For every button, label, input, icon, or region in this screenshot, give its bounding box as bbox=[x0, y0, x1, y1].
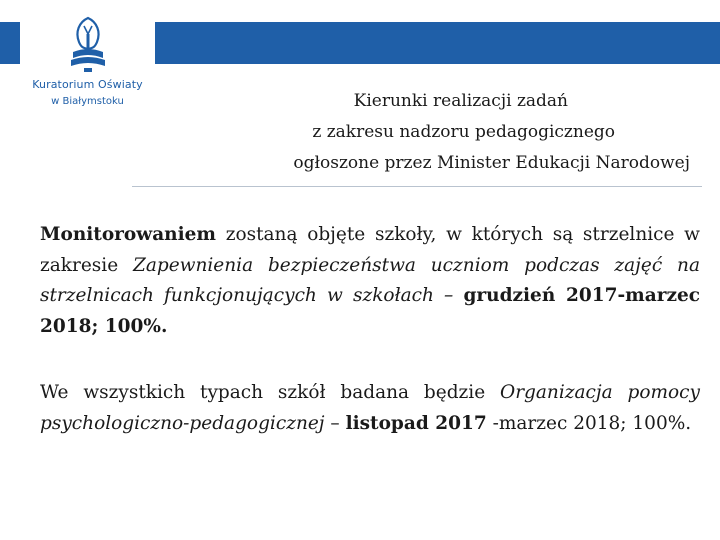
paragraph-evaluation bbox=[40, 378, 700, 439]
dates-bold: listopad 2017 bbox=[345, 412, 487, 434]
torch-on-books-icon bbox=[57, 14, 119, 76]
title-line-3: ogłoszone przez Minister Edukacji Narodowej bbox=[293, 153, 690, 173]
lead-bold: Monitorowaniem bbox=[40, 224, 217, 245]
title-divider bbox=[132, 186, 702, 187]
paragraph-monitoring bbox=[40, 220, 700, 342]
paragraph-text: zostaną objęte szkoły, w których są strzelnice w zakresie bbox=[40, 224, 700, 276]
paragraph-text: We wszystkich typach szkół badana będzie bbox=[40, 382, 501, 403]
topic-italic: Organizacja pomocy psychologiczno-pedagogicznej bbox=[40, 382, 700, 434]
title-line-2: z zakresu nadzoru pedagogicznego bbox=[312, 122, 615, 142]
dates-rest: -marzec 2018; 100%. bbox=[486, 412, 692, 434]
logo-text-line2: w Białymstoku bbox=[51, 96, 124, 107]
logo-text-line1: Kuratorium Oświaty bbox=[32, 78, 143, 91]
dash: – bbox=[324, 412, 346, 434]
page-title bbox=[110, 86, 690, 179]
dash: – bbox=[433, 285, 464, 306]
dates-bold: grudzień 2017-marzec 2018; 100%. bbox=[40, 285, 701, 337]
topic-italic: Zapewnienia bezpieczeństwa uczniom podczas zajęć na strzelnicach funkcjonujących w szkołach bbox=[40, 254, 700, 306]
title-line-1: Kierunki realizacji zadań bbox=[353, 91, 568, 111]
